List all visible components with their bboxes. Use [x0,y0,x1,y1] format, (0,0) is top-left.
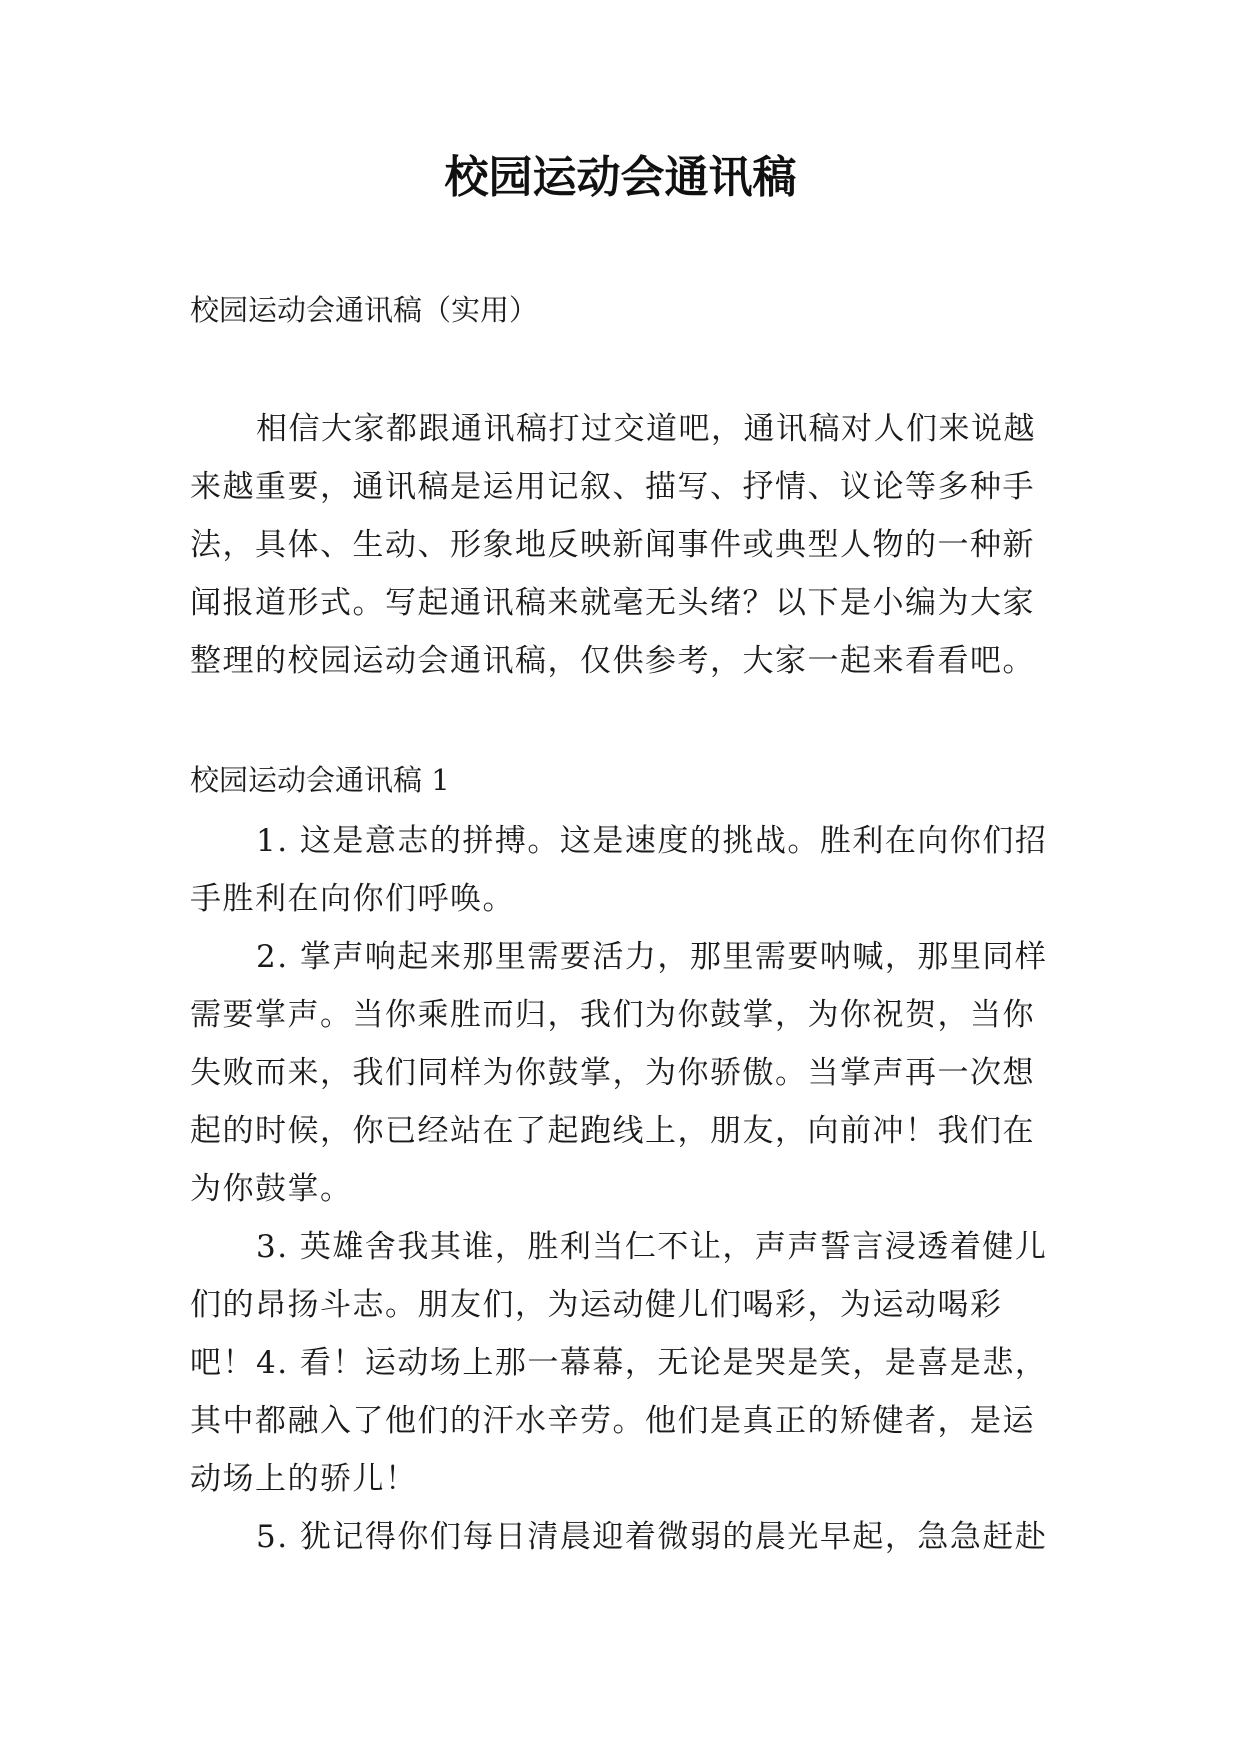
list-item: 4. 看！运动场上那一幕幕，无论是哭是笑，是喜是悲，其中都融入了他们的汗水辛劳。他们是真正的矫健者，是运动场上的骄儿！ [190,1345,1048,1497]
list-item: 1. 这是意志的拼搏。这是速度的挑战。胜利在向你们招手胜利在向你们呼唤。 [190,823,1048,917]
section-heading: 校园运动会通讯稿 1 [190,763,450,797]
list-item: 3. 英雄舍我其谁，胜利当仁不让，声声誓言浸透着健儿们的昂扬斗志。朋友们，为运动健儿们喝彩，为运动喝彩吧！ [190,1229,1048,1381]
list-item: 2. 掌声响起来那里需要活力，那里需要呐喊，那里同样需要掌声。当你乘胜而归，我们为你鼓掌，为你祝贺，当你失败而来，我们同样为你鼓掌，为你骄傲。当掌声再一次想起的时候，你已经站在了起跑线上，朋友，向前冲！我们在为你鼓掌。 [190,939,1048,1207]
document-subtitle: 校园运动会通讯稿（实用） [190,293,539,327]
document-title: 校园运动会通讯稿 [444,152,797,203]
intro-paragraph: 相信大家都跟通讯稿打过交道吧，通讯稿对人们来说越来越重要，通讯稿是运用记叙、描写、抒情、议论等多种手法，具体、生动、形象地反映新闻事件或典型人物的一种新闻报道形式。写起通讯稿来就毫无头绪？以下是小编为大家整理的校园运动会通讯稿，仅供参考，大家一起来看看吧。 [190,411,1036,679]
list-item: 5. 犹记得你们每日清晨迎着微弱的晨光早起，急急赶赴 [256,1519,1048,1555]
